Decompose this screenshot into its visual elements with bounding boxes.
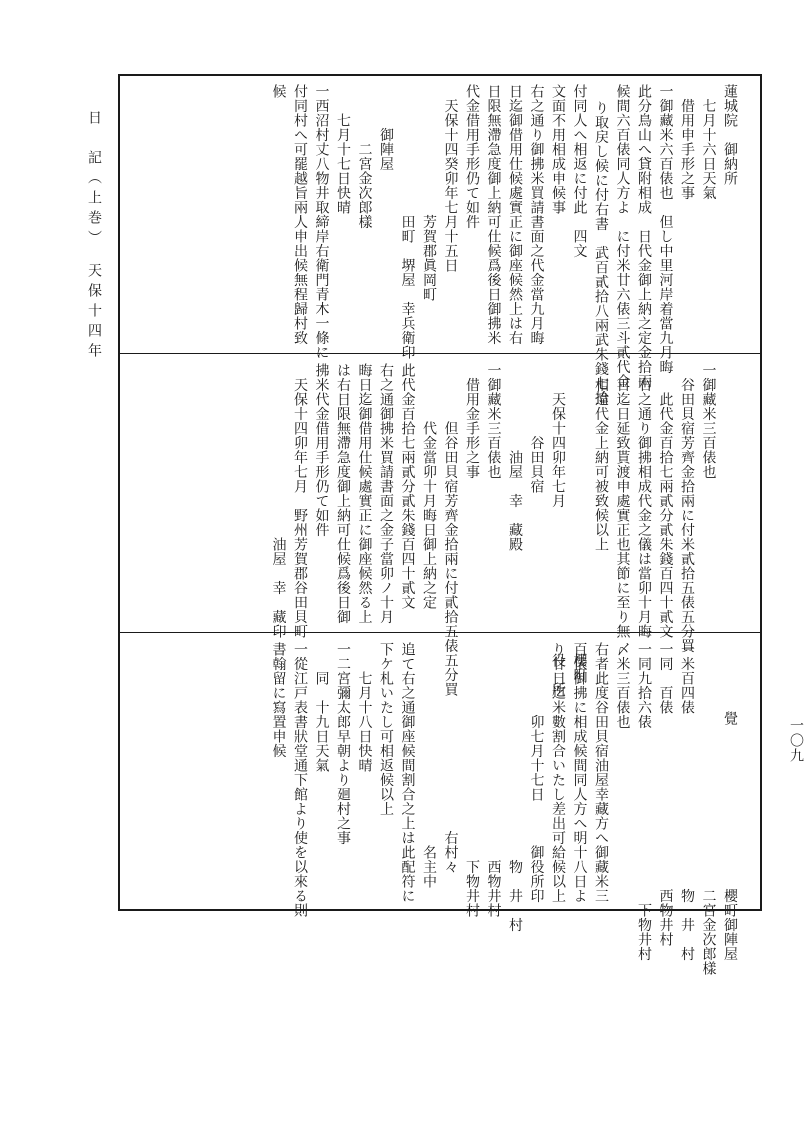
page-frame bbox=[118, 74, 762, 976]
diary-band-middle bbox=[120, 355, 760, 726]
band-text: 櫻町御陣屋 二宮金次郎樣 一米百四俵 物 井 村 一同 百俵 西物井村 一同九拾六俵 下物井村 〆米三百俵也 右者此度谷田貝宿油屋幸藏方へ御藏米三 百俵御拂に相成候間同人方へ明十八日よ り廿日迄米數割合いたし差出可給候以上 卯七月十七日 御役所印 物 井 村 西物井村 下物井村 右村々 名主中 追て右之通御座候間割合之上は此配符に 下ケ札いたし可相返候以上 七月十八日快晴 一二宮彌太郎早朝より廻村之事 同 十九日天氣 一從江戸表書狀堂通下館より使を以來る則 書翰留に寫置申候 bbox=[270, 642, 738, 976]
page-number: 一〇九 bbox=[788, 718, 804, 763]
band-text: 覺 一御藏米三百俵也 谷田貝宿芳齊金拾兩に付米貳拾五俵五分買 此代金百拾七兩貳分貳朱錢百四十貳文 右之通り御拂相成代金之儀は當卯十月晦 日迄日延致貰渡申處實正也其節に至り無 相違代金上納可被致候以上 櫻町 天保十四卯年七月 役 所 谷田貝宿 油屋 幸 藏殿 一御藏米三百俵也 借用金手形之事 但谷田貝宿芳齊金拾兩に付貳拾五俵五分買 代金當卯十月晦日御上納之定 此代金百拾七兩貳分貳朱錢百四十貳文 右之通御拂米買請書面之金子當卯ノ十月 晦日迄御借用仕候處實正に御座候然る上 は右日限無滯急度御上納可仕候爲後日御 拂米代金借用手形仍て如件 天保十四卯年七月 野州芳賀郡谷田貝町 油屋 幸 藏印 bbox=[270, 363, 738, 726]
running-head: 日 記（上巻） 天保十四年 bbox=[86, 110, 102, 363]
diary-band-top bbox=[120, 76, 760, 405]
band-text: 蓮城院 御納所 七月十六日天氣 借用申手形之事 一御藏米六百俵也 但し中里河岸着當九月晦 此分鳥山へ貸附相成 日代金御上納之定金拾兩 候間六百俵同人方よ に付米廿六俵三斗貳代金 り取戻し候に付右書 武百貳拾八兩武朱錢七拾 付同人へ相返に付此 四文 文面不用相成申候事 右之通り御拂米買請書面之代金當九月晦 日迄御借用仕候處實正に御座候然上は右 日限無滯急度御上納可仕候爲後日御拂米 代金借用手形仍て如件 天保十四癸卯年七月十五日 芳賀郡眞岡町 田町 堺屋 幸兵衛印 御陣屋 二宮金次郎樣 七月十七日快晴 一西沼村丈八物井取締岸右衛門青木一條に 付同村へ可罷越旨兩人申出候無程歸村致 候 bbox=[270, 84, 738, 405]
diary-band-bottom bbox=[120, 634, 760, 976]
